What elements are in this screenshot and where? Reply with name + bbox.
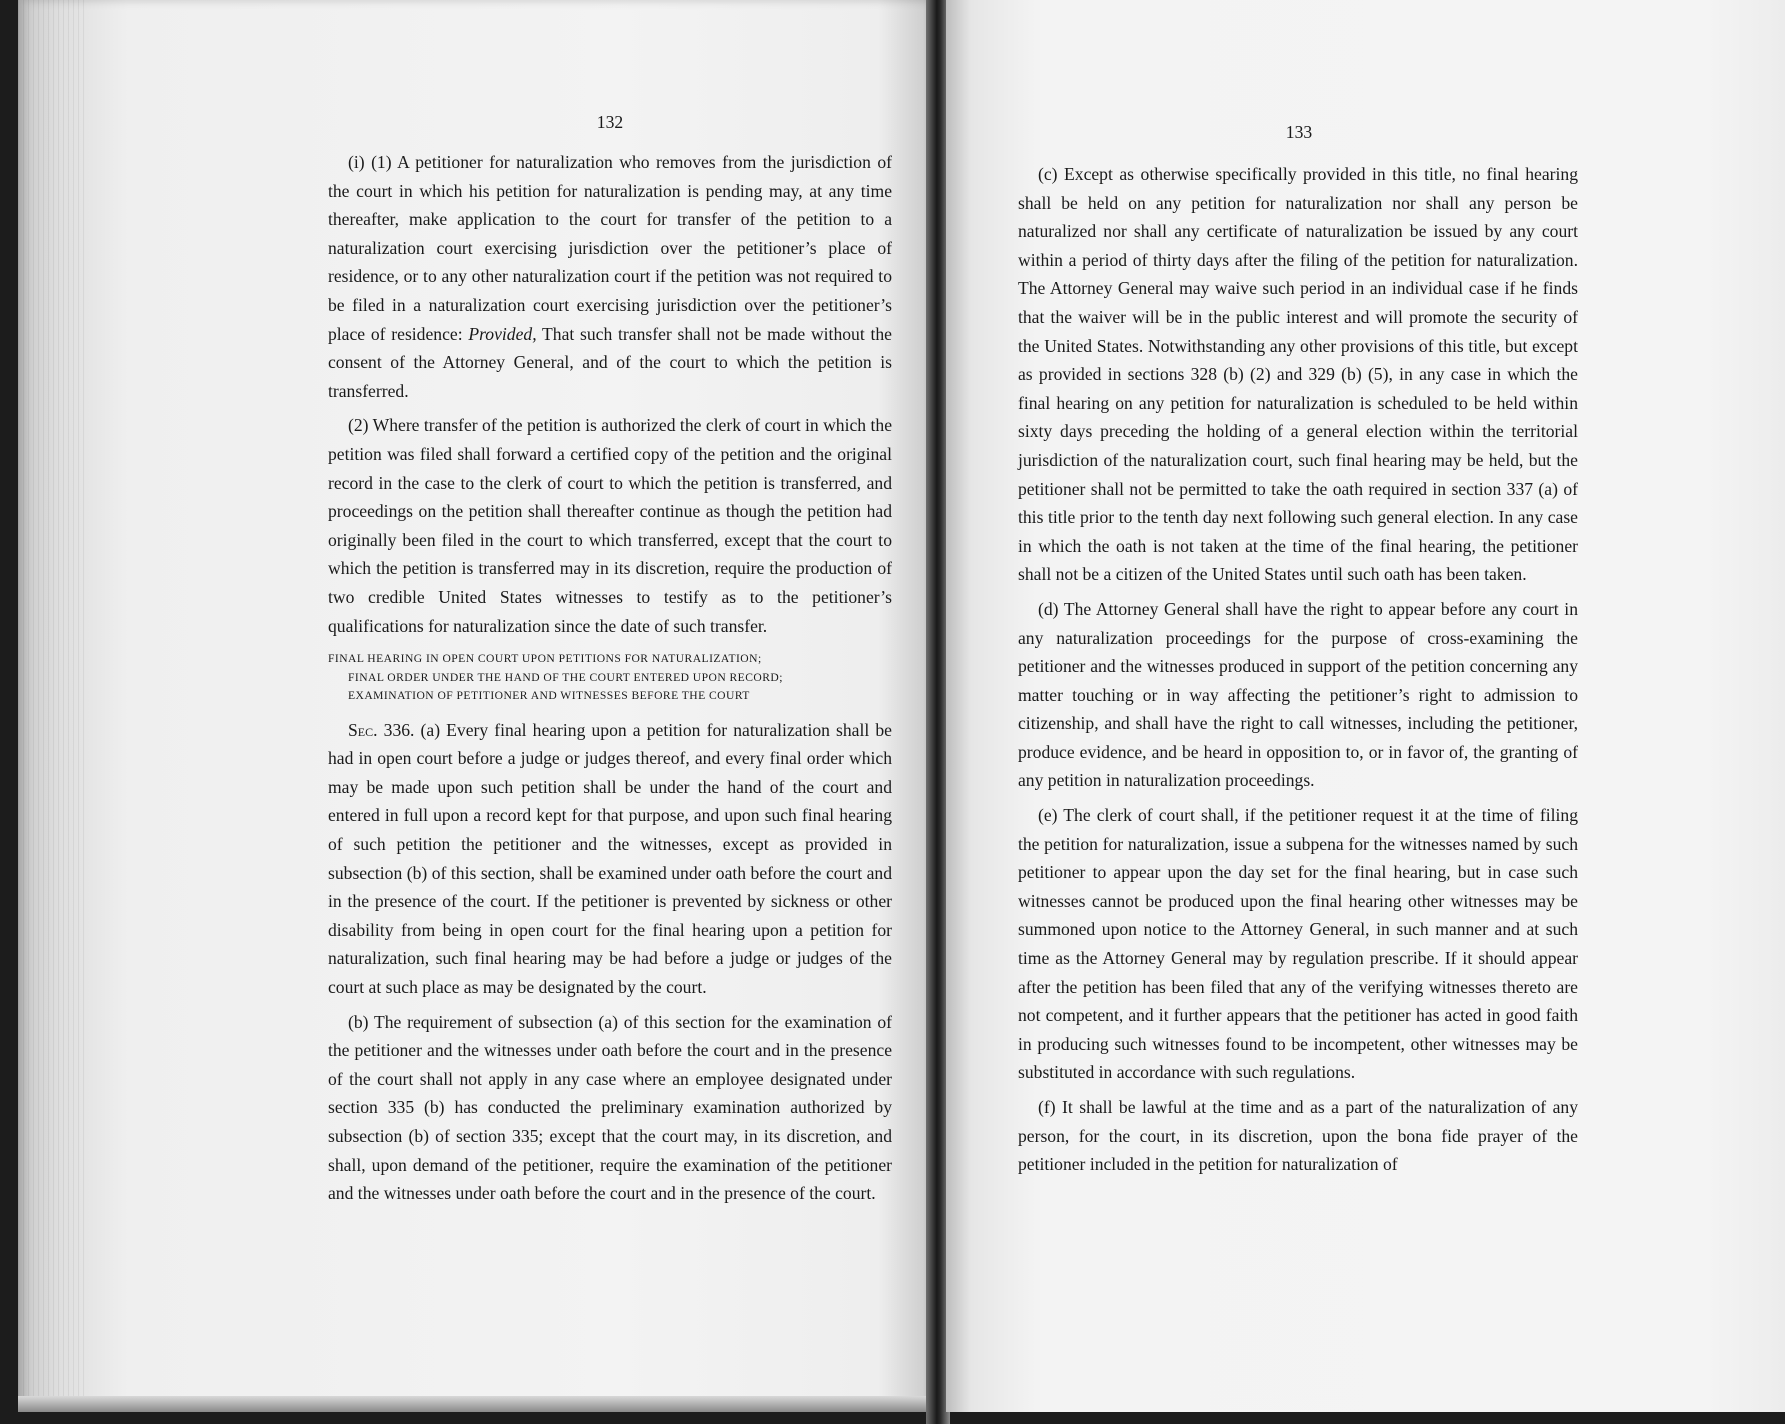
paragraph-f: (f) It shall be lawful at the time and as a part of the naturalization of any person, for the court, in its discretion, upon the bona fide prayer of the petitioner included in the petition for naturalization of <box>1018 1097 1578 1175</box>
heading-line-2: FINAL ORDER UNDER THE HAND OF THE COURT ENTERED UPON RECORD; <box>348 670 783 684</box>
page-number-right: 133 <box>1285 122 1313 142</box>
heading-line-1: FINAL HEARING IN OPEN COURT UPON PETITIONS FOR NATURALIZATION; <box>328 652 762 666</box>
page-number-left: 132 <box>596 112 624 132</box>
paragraph-e: (e) The clerk of court shall, if the petitioner request it at the time of filing the petition for naturalization, issue a subpena for the witnesses named by such petitioner to appear upon the day set for the final hearing, but in case such witnesses cannot be produced upon the final hearing other witnesses may be summoned upon notice to the Attorney General, in such manner and at such time as the Attorney General may by regulation prescribe. If it should appear after the petition has been filed that any of the verifying witnesses thereto are not competent, and it further appears that the petitioner has acted in good faith in producing such witnesses found to be incompetent, other witnesses may be substituted in accordance with such regulations. <box>1018 805 1578 1083</box>
right-page-text <box>1018 160 1578 1185</box>
paragraph-i-2: (2) Where transfer of the petition is authorized the clerk of court in which the petition was filed shall forward a certified copy of the petition and the original record in the case to the clerk of court to which the petition is transferred, and proceedings on the petition shall thereafter continue as though the petition had originally been filed in the court to which transferred, except that the court to which the petition is transferred may in its discretion, require the production of two credible United States witnesses to testify as to the petitioner’s qualifications for naturalization since the date of such transfer. <box>328 415 892 636</box>
section-heading <box>328 650 892 706</box>
paragraph-i-1 <box>328 148 892 405</box>
heading-line-3: EXAMINATION OF PETITIONER AND WITNESSES BEFORE THE COURT <box>348 689 750 703</box>
paragraph-c: (c) Except as otherwise specifically provided in this title, no final hearing shall be held on any petition for naturalization nor shall any person be naturalized nor shall any certificate of naturalization be issued by any court within a period of thirty days after the filing of the petition for naturalization. The Attorney General may waive such period in an individual case if he finds that the waiver will be in the public interest and will promote the security of the United States. Notwithstanding any other provisions of this title, but except as provided in sections 328 (b) (2) and 329 (b) (5), in any case in which the final hearing on any petition for naturalization is scheduled to be held within sixty days preceding the holding of a general election within the territorial jurisdiction of the naturalization court, such final hearing may be held, but the petitioner shall not be permitted to take the oath required in section 337 (a) of this title prior to the tenth day next following such general election. In any case in which the oath is not taken at the time of the final hearing, the petitioner shall not be a citizen of the United States until such oath has been taken. <box>1018 164 1578 585</box>
paragraph-336-b: (b) The requirement of subsection (a) of this section for the examination of the petitioner and the witnesses under oath before the court and in the presence of the court shall not apply in any case where an employee designated under section 335 (b) has conducted the preliminary examination authorized by subsection (b) of section 335; except that the court may, in its discretion, and shall, upon demand of the petitioner, require the examination of the petitioner and the witnesses under oath before the court and in the presence of the court. <box>328 1011 892 1204</box>
paragraph-d: (d) The Attorney General shall have the right to appear before any court in any naturalization proceedings for the purpose of cross-examining the petitioner and the witnesses produced in support of the petition concerning any matter touching or in way affecting the petitioner’s right to admission to citizenship, and shall have the right to call witnesses, including the petitioner, produce evidence, and be heard in opposition to, or in favor of, the granting of any petition in naturalization proceedings. <box>1018 598 1578 791</box>
proviso-label: Provided, <box>468 323 537 344</box>
section-label: Sec. <box>348 719 378 740</box>
page-edges <box>18 0 88 1412</box>
paragraph-text: (i) (1) A petitioner for naturalization who removes from the jurisdiction of the court in which his petition for naturalization is pending may, at any time thereafter, make application to the court for transfer of the petition to a naturalization court exercising jurisdiction over the petitioner’s place of residence, or to any other naturalization court if the petition was not required to be filed in a naturalization court exercising jurisdiction over the petitioner’s place of residence: <box>328 152 892 344</box>
paragraph-336-a <box>328 716 892 1002</box>
left-page-text <box>328 148 892 1214</box>
page-bottom-edge <box>18 1396 940 1412</box>
proviso-text: That such transfer shall not be made without the consent of the Attorney General, and of the court to which the petition is transferred. <box>328 323 892 401</box>
paragraph-text: 336. (a) Every final hearing upon a petition for naturalization shall be had in open court before a judge or judges thereof, and every final order which may be made upon such petition shall be under the hand of the court and entered in full upon a record kept for that purpose, and upon such final hearing of such petition the petitioner and the witnesses, except as provided in subsection (b) of this section, shall be examined under oath before the court and in the presence of the court. If the petitioner is prevented by sickness or other disability from being in open court for the final hearing upon a petition for naturalization, such final hearing may be had before a judge or judges of the court at such place as may be designated by the court. <box>328 719 892 997</box>
